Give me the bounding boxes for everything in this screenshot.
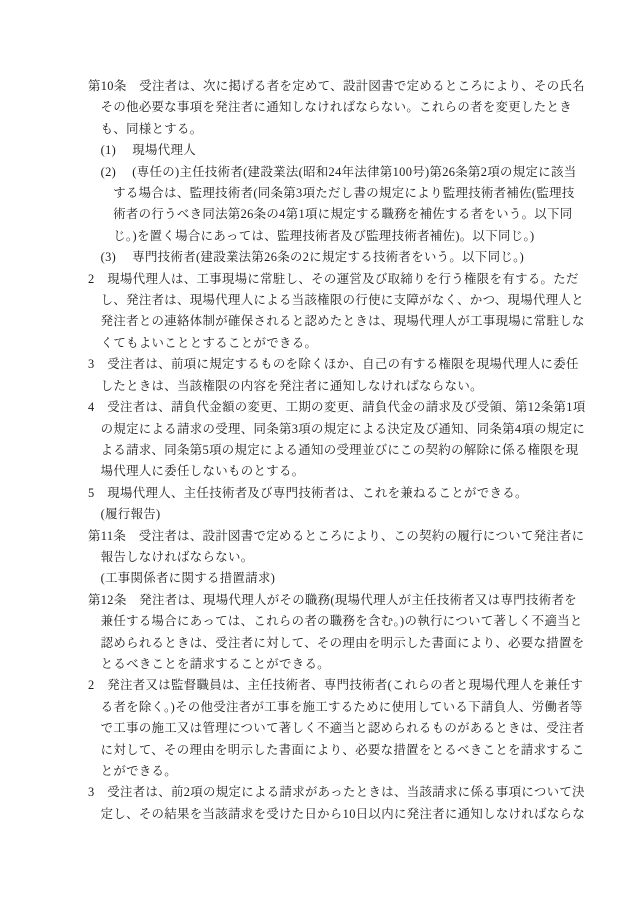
text-line: 4 受注者は、請負代金額の変更、工期の変更、請負代金の請求及び受領、第12条第1項 (88, 400, 586, 415)
text-line: 3 受注者は、前2項の規定による請求があったときは、当該請求に係る事項について決 (88, 785, 585, 800)
text-line: (工事関係者に関する措置請求) (100, 571, 276, 586)
text-line: くてもよいこととすることができる。 (100, 335, 318, 350)
text-line: 場代理人に委任しないものとする。 (100, 464, 305, 479)
text-line: 術者の行うべき同法第26条の4第1項に規定する職務を補佐する者をいう。以下同 (113, 207, 573, 222)
text-line: 兼任する場合にあっては、これらの者の職務を含む。)の執行について著しく不適当と (100, 614, 583, 629)
text-line: 第11条 受注者は、設計図書で定めるところにより、この契約の履行について発注者に (88, 528, 585, 543)
text-line: 5 現場代理人、主任技術者及び専門技術者は、これを兼ねることができる。 (88, 485, 528, 500)
text-line: る者を除く。)その他受注者が工事を施工するために使用している下請負人、労働者等 (100, 699, 583, 714)
text-line: (3) 専門技術者(建設業法第26条の2に規定する技術者をいう。以下同じ。) (100, 250, 525, 265)
text-line: する場合は、監理技術者(同条第3項ただし書の規定により監理技術者補佐(監理技 (113, 186, 575, 201)
text-line: 3 受注者は、前項に規定するものを除くほか、自己の有する権限を現場代理人に委任 (88, 357, 579, 372)
text-line: に対して、その理由を明示した書面により、必要な措置をとるべきことを請求するこ (100, 742, 585, 757)
text-line: (1) 現場代理人 (100, 143, 196, 158)
text-line: し、発注者は、現場代理人による当該権限の行使に支障がなく、かつ、現場代理人と (100, 293, 584, 308)
text-line: 報告しなければならない。 (100, 549, 254, 564)
text-line: 認められるときは、受注者に対して、その理由を明示した書面により、必要な措置を (100, 635, 585, 650)
text-line: よる請求、同条第5項の規定による通知の受理並びにこの契約の解除に係る権限を現 (100, 442, 579, 457)
text-line: 定し、その結果を当該請求を受けた日から10日以内に発注者に通知しなければならな (100, 806, 586, 821)
text-line: 2 発注者又は監督職員は、主任技術者、専門技術者(これらの者と現場代理人を兼任す (88, 678, 584, 693)
text-line: とるべきことを請求することができる。 (100, 656, 330, 671)
text-line: 発注者との連絡体制が確保されると認めたときは、現場代理人が工事現場に常駐しな (100, 314, 585, 329)
text-line: の規定による請求の受理、同条第3項の規定による決定及び通知、同条第4項の規定に (100, 421, 586, 436)
text-line: 2 現場代理人は、工事現場に常駐し、その運営及び取締りを行う権限を有する。ただ (88, 271, 579, 286)
text-line: とができる。 (100, 764, 178, 778)
text-line: も、同様とする。 (100, 121, 203, 136)
text-line: で工事の施工又は管理について著しく不適当と認められるものがあるときは、受注者 (100, 721, 585, 736)
text-line: 第12条 発注者は、現場代理人がその職務(現場代理人が主任技術者又は専門技術者を (88, 592, 577, 607)
text-line: その他必要な事項を発注者に通知しなければならない。これらの者を変更したとき (100, 100, 572, 115)
contract-text-block (88, 76, 586, 825)
text-line: じ。)を置く場合にあっては、監理技術者及び監理技術者補佐)。以下同じ。) (113, 228, 535, 243)
text-line: したときは、当該権限の内容を発注者に通知しなければならない。 (100, 378, 483, 393)
text-line: 第10条 受注者は、次に掲げる者を定めて、設計図書で定めるところにより、その氏名 (88, 79, 585, 93)
text-line: (2) (専任の)主任技術者(建設業法(昭和24年法律第100号)第26条第2項の規定に該当 (100, 164, 577, 179)
text-line: (履行報告) (100, 507, 161, 522)
